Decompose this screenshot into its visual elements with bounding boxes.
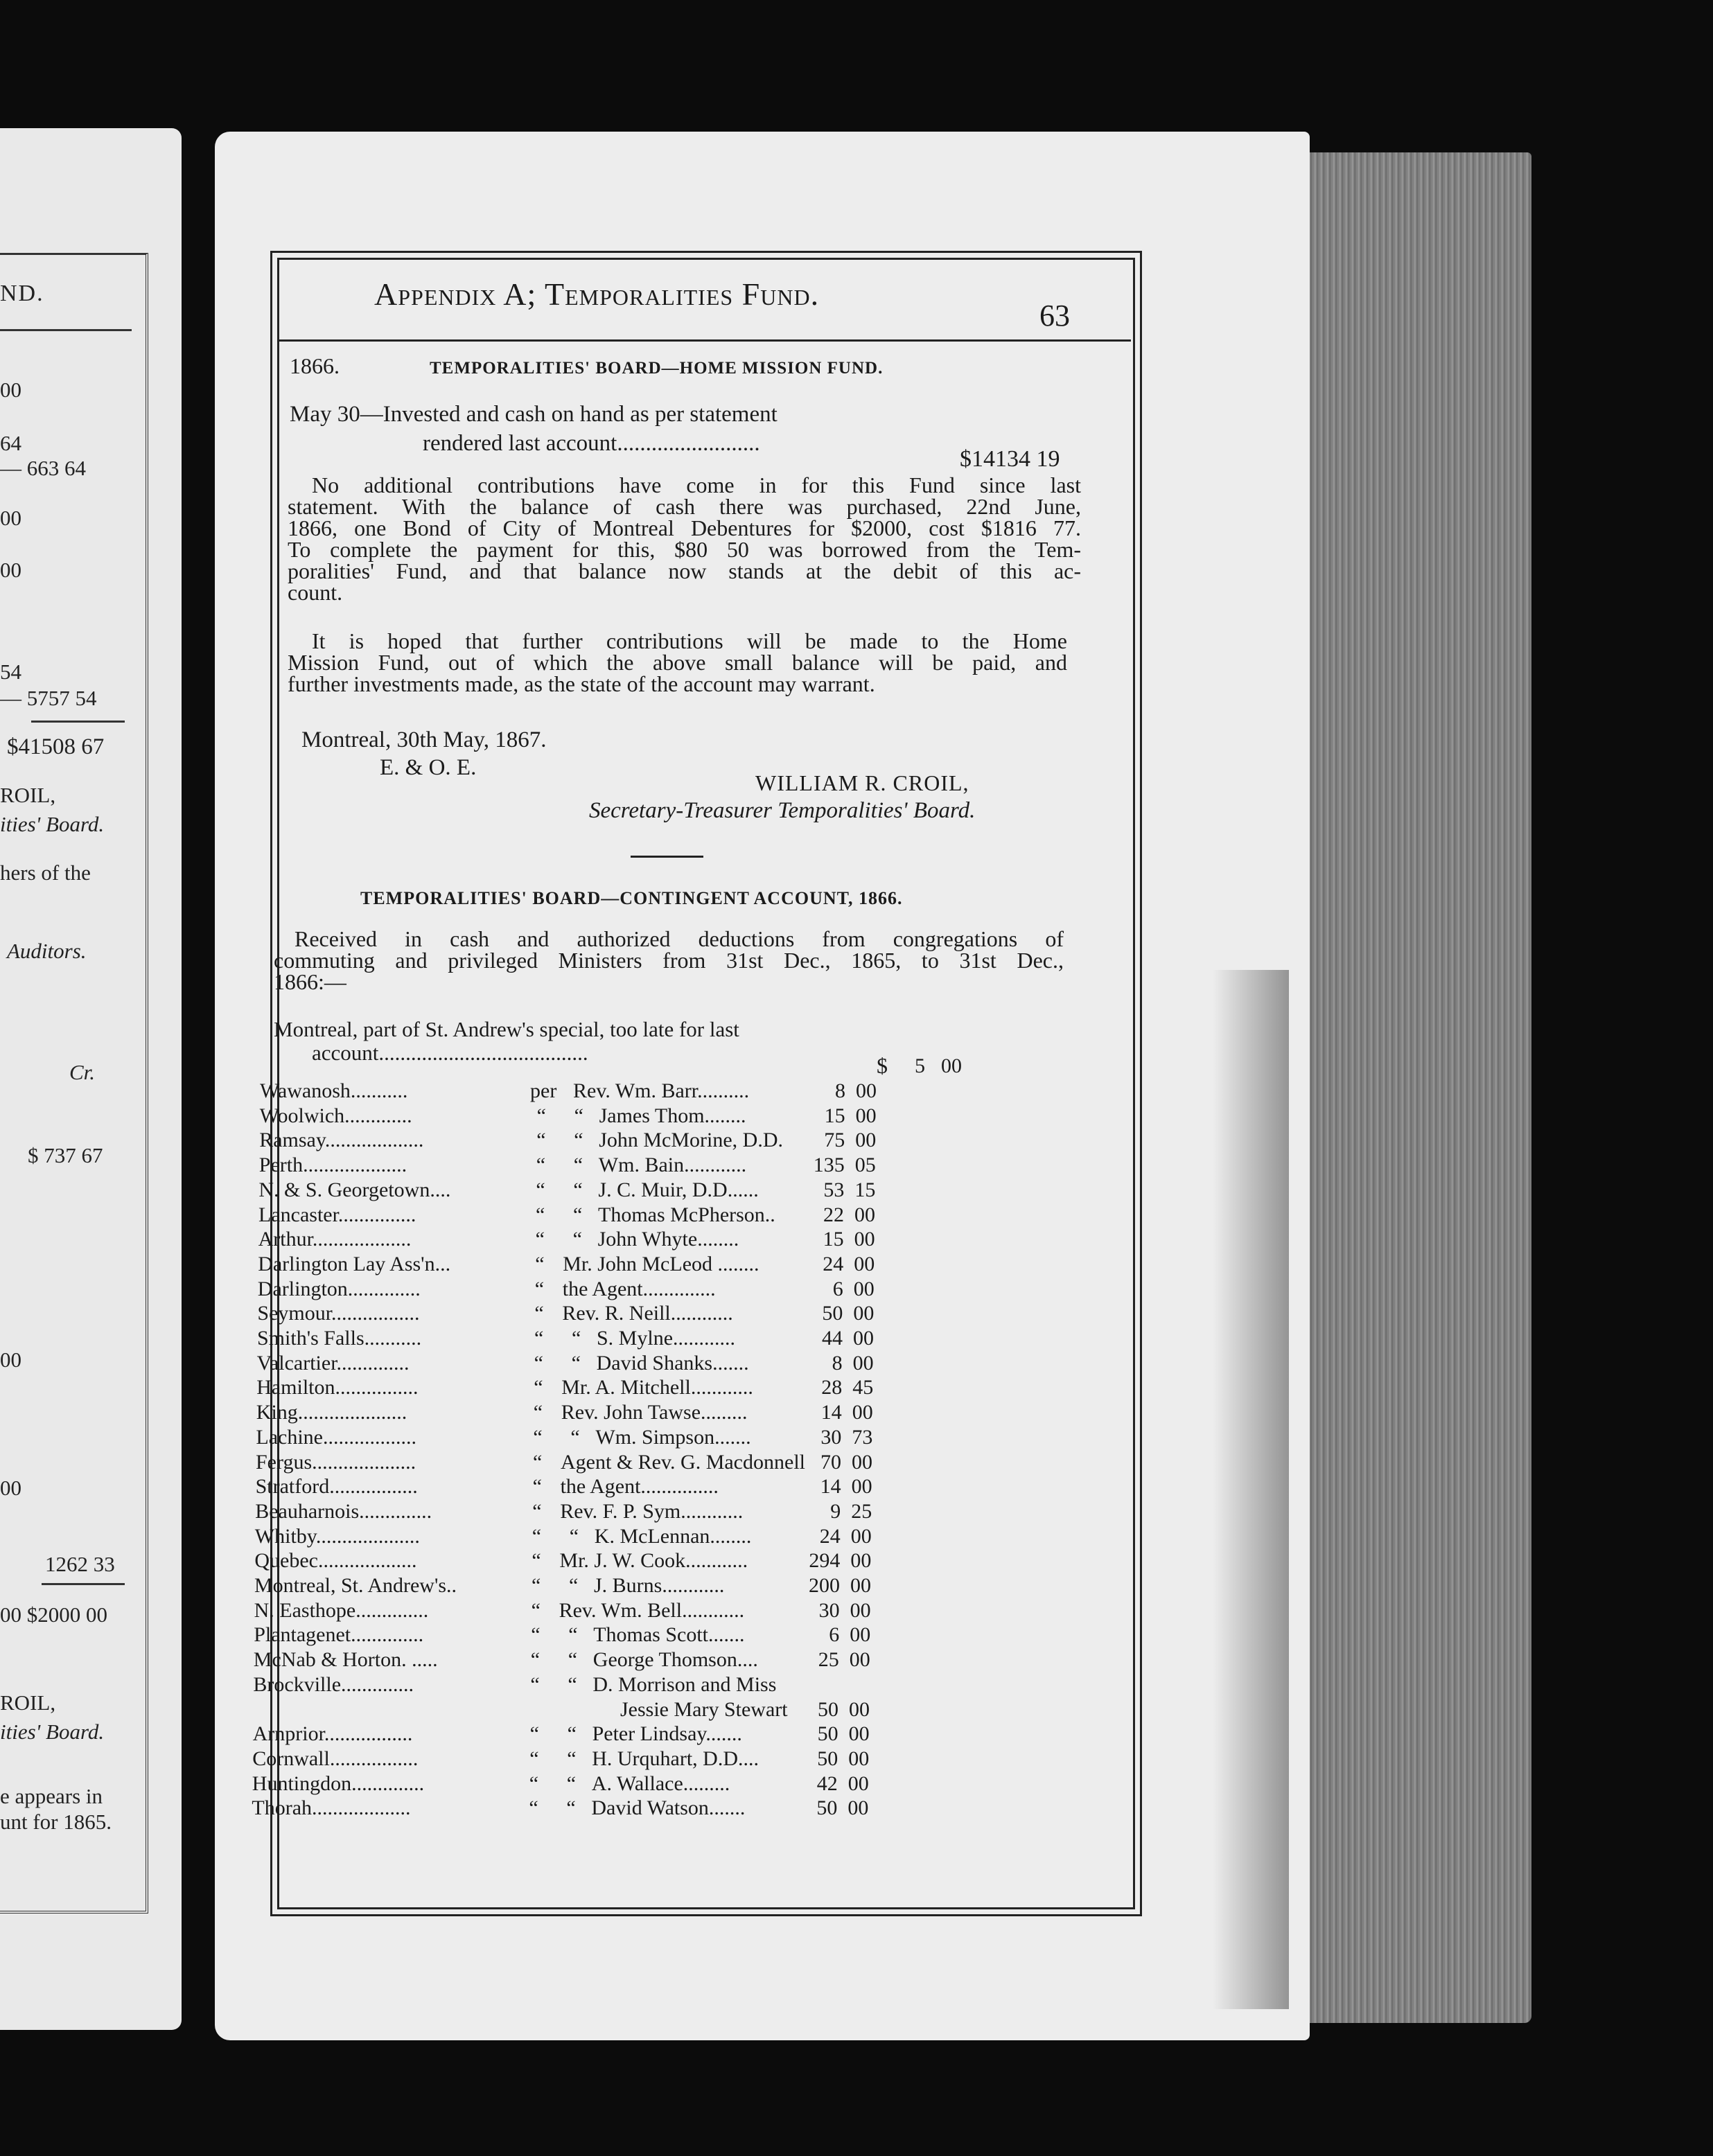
place-cell: Cornwall.................: [252, 1747, 419, 1770]
ditto-mark: “: [571, 1351, 581, 1375]
table-row: [257, 1302, 950, 1325]
amount-cents: 00: [850, 1574, 871, 1597]
amount-dollars: 70: [820, 1450, 841, 1474]
ditto-mark: “: [529, 1747, 539, 1770]
amount-dollars: 14: [820, 1475, 841, 1499]
ditto-mark: “: [572, 1228, 582, 1251]
ditto-mark: “: [536, 1203, 545, 1226]
first-entry-line: account.......................................: [312, 1041, 588, 1065]
left-line: hers of the: [0, 860, 91, 885]
amount-dollars: 50: [816, 1796, 838, 1820]
paragraph-line: No additional contributions have come in for this Fund since last: [312, 472, 1081, 497]
table-row: [253, 1673, 946, 1697]
left-line: 00: [0, 506, 21, 530]
left-line: 00 $2000 00: [0, 1602, 107, 1627]
table-row: [255, 1500, 948, 1523]
place-cell: Thorah...................: [252, 1796, 411, 1820]
amount-cents: 00: [855, 1104, 877, 1127]
amount-dollars: 200: [809, 1574, 840, 1597]
ditto-mark: per: [530, 1079, 557, 1102]
amount-dollars: 44: [822, 1327, 843, 1350]
table-row: [258, 1178, 951, 1202]
payer-cell: Mr. A. Mitchell............: [561, 1376, 753, 1399]
amount-dollars: 9: [830, 1499, 841, 1523]
amount-cents: 00: [853, 1302, 875, 1325]
payer-cell: David Shanks.......: [596, 1351, 749, 1375]
table-row: [252, 1772, 945, 1796]
amount-dollars: 135: [813, 1154, 845, 1177]
payer-cell: Rev. John Tawse.........: [561, 1401, 748, 1424]
place-cell: Darlington..............: [257, 1277, 421, 1300]
left-line: 00: [0, 1476, 21, 1500]
payer-cell: John McMorine, D.D.: [599, 1129, 783, 1152]
place-cell: King.....................: [256, 1401, 407, 1424]
amount-cents: 25: [851, 1499, 872, 1523]
paragraph-line: 1866, one Bond of City of Montreal Debentures for $2000, cost $1816 77.: [288, 515, 1081, 540]
amount-dollars: 50: [817, 1722, 838, 1746]
amount-dollars: 294: [809, 1549, 841, 1573]
amount-cents: 00: [850, 1549, 872, 1573]
amount-dollars: 15: [823, 1228, 844, 1251]
left-line: $41508 67: [7, 734, 105, 759]
ditto-mark: “: [573, 1154, 583, 1177]
left-sum-rule: [42, 1583, 125, 1585]
payer-cell: Agent & Rev. G. Macdonnell: [561, 1450, 805, 1474]
amount-dollars: 8: [832, 1351, 843, 1375]
amount-dollars: 50: [818, 1697, 838, 1721]
table-row: [260, 1104, 953, 1128]
payer-cell: the Agent...............: [560, 1475, 719, 1499]
paragraph-line: commuting and privileged Ministers from 31st Dec., 1865, to 31st Dec.,: [274, 948, 1064, 973]
table-row: [256, 1401, 949, 1424]
ditto-mark: “: [534, 1277, 545, 1300]
amount-dollars: 42: [816, 1771, 838, 1795]
place-cell: Whitby....................: [254, 1524, 420, 1548]
paragraph-contributions: [288, 472, 1081, 605]
amount-cents: 00: [852, 1401, 873, 1424]
place-cell: Beauharnois..............: [255, 1499, 432, 1523]
amount-cents: 00: [847, 1771, 869, 1795]
place-cell: Montreal, St. Andrew's..: [254, 1574, 457, 1597]
payer-cell: Rev. R. Neill............: [562, 1302, 733, 1325]
left-line: ities' Board.: [0, 812, 105, 836]
left-heading-fragment: ND.: [0, 281, 44, 306]
left-header-rule: [0, 329, 132, 331]
amount-dollars: 6: [832, 1277, 843, 1300]
amount-dollars: 8: [835, 1079, 845, 1102]
year-label: 1866.: [290, 353, 340, 378]
entry-amount: $14134 19: [960, 446, 1060, 472]
place-cell: Huntingdon..............: [252, 1771, 425, 1795]
payer-cell: Rev. F. P. Sym............: [560, 1499, 744, 1523]
ditto-mark: “: [534, 1351, 543, 1375]
table-row: [256, 1451, 949, 1474]
ditto-mark: “: [566, 1771, 577, 1795]
paragraph-line: statement. With the balance of cash there was purchased, 22nd June,: [288, 494, 1081, 519]
amount-cents: 00: [854, 1203, 875, 1226]
amount-cents: 73: [852, 1425, 873, 1449]
left-line: unt for 1865.: [0, 1810, 112, 1834]
left-line: ROIL,: [0, 783, 56, 807]
ditto-mark: “: [534, 1302, 544, 1325]
table-row: [257, 1327, 950, 1350]
ditto-mark: “: [536, 1104, 546, 1127]
table-row: [256, 1426, 949, 1449]
table-row: [254, 1623, 947, 1647]
running-head: Appendix A; Temporalities Fund.: [374, 276, 820, 312]
table-row: [253, 1722, 946, 1746]
amount-cents: 00: [852, 1450, 872, 1474]
amount-dollars: 5: [915, 1054, 925, 1077]
place-cell: Arthur...................: [258, 1228, 412, 1251]
payer-cell: Peter Lindsay.......: [592, 1722, 742, 1746]
amount-cents: 00: [855, 1129, 877, 1152]
section-title-home-mission: TEMPORALITIES' BOARD—HOME MISSION FUND.: [430, 359, 884, 378]
amount-dollars: 30: [818, 1598, 840, 1622]
contingent-intro: [274, 928, 1064, 993]
left-line: 64: [0, 431, 21, 455]
ditto-mark: “: [567, 1747, 577, 1770]
book-page-edges: [1282, 152, 1531, 2023]
payer-cell: J. C. Muir, D.D......: [598, 1178, 759, 1201]
ditto-mark: “: [532, 1475, 542, 1499]
amount-cents: 00: [849, 1648, 870, 1672]
amount-cents: 05: [854, 1154, 876, 1177]
left-line: — 5757 54: [0, 686, 97, 710]
payer-cell: David Watson.......: [591, 1796, 746, 1820]
ditto-mark: “: [531, 1623, 541, 1647]
ditto-mark: “: [568, 1672, 577, 1696]
amount-cents: 00: [851, 1475, 872, 1499]
ditto-mark: “: [529, 1771, 539, 1795]
ditto-mark: “: [532, 1549, 541, 1573]
ditto-mark: “: [532, 1524, 542, 1548]
ditto-mark: “: [534, 1376, 543, 1399]
amount-dollars: 24: [823, 1252, 844, 1275]
signer-name: WILLIAM R. CROIL,: [755, 770, 969, 795]
ditto-mark: “: [533, 1450, 543, 1474]
ditto-mark: “: [532, 1499, 542, 1523]
place-cell: Plantagenet..............: [254, 1623, 424, 1647]
ditto-mark: “: [569, 1574, 579, 1597]
left-line: $ 737 67: [28, 1143, 103, 1167]
payer-cell: James Thom........: [599, 1104, 746, 1127]
left-line: ROIL,: [0, 1690, 56, 1715]
place-cell: Valcartier..............: [256, 1351, 410, 1375]
payer-cell: Thomas McPherson..: [598, 1203, 775, 1226]
payer-cell: Mr. J. W. Cook............: [559, 1549, 748, 1573]
table-row: [258, 1203, 951, 1227]
left-line: 00: [0, 378, 21, 402]
paragraph-line: further investments made, as the state of the account may warrant.: [288, 671, 875, 696]
payer-cell: Jessie Mary Stewart: [620, 1697, 788, 1721]
table-row: [252, 1747, 945, 1771]
ditto-mark: “: [535, 1228, 545, 1251]
ditto-mark: “: [530, 1648, 541, 1672]
paragraph-line: To complete the payment for this, $80 50 was borrowed from the Tem-: [288, 537, 1081, 562]
amount-dollars: 25: [818, 1648, 839, 1672]
payer-cell: S. Mylne............: [597, 1327, 736, 1350]
ditto-mark: “: [569, 1524, 579, 1548]
place-cell: N. Easthope..............: [254, 1598, 429, 1622]
amount-cents: 00: [854, 1228, 875, 1251]
table-row: [258, 1278, 951, 1301]
payer-cell: John Whyte........: [597, 1228, 739, 1251]
entry-line: rendered last account.........................: [423, 431, 760, 456]
left-line: 54: [0, 660, 21, 684]
place-cell: McNab & Horton. .....: [253, 1648, 438, 1672]
place-cell: Woolwich.............: [259, 1104, 412, 1127]
ditto-mark: “: [568, 1623, 578, 1647]
ditto-mark: “: [566, 1796, 576, 1820]
page-edge-shadow: [1213, 970, 1289, 2009]
amount-dollars: 22: [823, 1203, 844, 1226]
amount-dollars: 15: [824, 1104, 845, 1127]
payer-cell: Mr. John McLeod ........: [563, 1252, 759, 1275]
left-line: — 663 64: [0, 456, 86, 480]
payer-cell: Thomas Scott.......: [593, 1623, 745, 1647]
paragraph-hope: [288, 630, 1067, 695]
payer-cell: Wm. Simpson.......: [595, 1425, 751, 1449]
amount-cents: 00: [856, 1079, 877, 1102]
first-entry-line: Montreal, part of St. Andrew's special, too late for last: [274, 1017, 739, 1041]
table-row: [254, 1599, 947, 1623]
table-row: [254, 1549, 947, 1573]
ditto-mark: “: [573, 1178, 583, 1201]
ditto-mark: “: [536, 1178, 545, 1201]
payer-cell: Rev. Wm. Bell............: [559, 1598, 745, 1622]
paragraph-line: It is hoped that further contributions will be made to the Home: [312, 628, 1067, 653]
ditto-mark: “: [568, 1648, 578, 1672]
table-row: [256, 1376, 949, 1399]
amount-cents: 00: [847, 1796, 869, 1820]
section-divider: [631, 856, 703, 858]
payer-cell: George Thomson....: [592, 1648, 758, 1672]
table-row: [254, 1648, 947, 1672]
amount-cents: 00: [848, 1747, 870, 1770]
place-cell: Arnprior.................: [252, 1722, 413, 1746]
amount-cents: 15: [854, 1178, 876, 1201]
payer-cell: Wm. Bain............: [598, 1154, 747, 1177]
payer-cell: the Agent..............: [562, 1277, 716, 1300]
ditto-mark: “: [529, 1796, 538, 1820]
place-cell: Stratford.................: [255, 1475, 418, 1499]
ditto-mark: “: [533, 1401, 543, 1424]
place-date: Montreal, 30th May, 1867.: [301, 727, 547, 752]
entry-line: May 30—Invested and cash on hand as per statement: [290, 402, 778, 427]
amount-dollars: 75: [824, 1129, 845, 1152]
ditto-mark: “: [572, 1327, 581, 1350]
amount-cents: 00: [854, 1252, 875, 1275]
left-line: 1262 33: [45, 1552, 115, 1576]
ditto-mark: “: [536, 1129, 546, 1152]
amount-cents: 00: [850, 1598, 871, 1622]
table-row: [258, 1253, 951, 1276]
ditto-mark: “: [574, 1129, 583, 1152]
table-row: [259, 1129, 952, 1152]
ditto-mark: “: [567, 1722, 577, 1746]
place-cell: Quebec...................: [254, 1549, 417, 1573]
place-cell: Smith's Falls...........: [257, 1327, 422, 1350]
paragraph-line: 1866:—: [274, 969, 346, 994]
amount-cents: 00: [852, 1351, 874, 1375]
ditto-mark: “: [533, 1425, 543, 1449]
payer-cell: J. Burns............: [594, 1574, 725, 1597]
page-number: 63: [1039, 299, 1070, 333]
amount-dollars: 24: [819, 1524, 841, 1548]
header-rule: [277, 339, 1131, 342]
place-cell: N. & S. Georgetown....: [258, 1178, 451, 1201]
table-row: [255, 1525, 948, 1548]
left-line: 00: [0, 558, 21, 582]
place-cell: Lachine..................: [256, 1425, 416, 1449]
payer-cell: K. McLennan........: [594, 1524, 752, 1548]
paragraph-line: poralities' Fund, and that balance now stands at the debit of this ac-: [288, 558, 1081, 583]
place-cell: Perth....................: [258, 1154, 407, 1177]
left-line: Cr.: [69, 1060, 96, 1084]
section-title-contingent: TEMPORALITIES' BOARD—CONTINGENT ACCOUNT, 1866.: [360, 888, 903, 908]
ditto-mark: “: [535, 1252, 545, 1275]
dollar-sign: $: [877, 1053, 888, 1078]
paragraph-line: Mission Fund, out of which the above small balance will be paid, and: [288, 650, 1067, 675]
amount-cents: 00: [850, 1524, 872, 1548]
table-row: [252, 1796, 945, 1820]
table-row: [257, 1352, 950, 1375]
ditto-mark: “: [532, 1574, 541, 1597]
table-row: [256, 1475, 949, 1499]
table-row: [254, 1574, 947, 1598]
ditto-mark: “: [570, 1425, 580, 1449]
left-line: Auditors.: [7, 939, 87, 963]
ditto-mark: “: [574, 1104, 583, 1127]
left-line: 00: [0, 1348, 21, 1372]
amount-dollars: 6: [829, 1623, 840, 1647]
left-line: ities' Board.: [0, 1720, 105, 1744]
payer-cell: Rev. Wm. Barr..........: [573, 1079, 750, 1102]
place-cell: Hamilton................: [256, 1376, 419, 1399]
amount-cents: 00: [849, 1697, 870, 1721]
left-sum-rule: [31, 721, 125, 723]
amount-cents: 00: [853, 1277, 875, 1300]
eoe-note: E. & O. E.: [380, 755, 477, 780]
amount-cents: 00: [848, 1722, 870, 1746]
amount-dollars: 14: [820, 1401, 842, 1424]
amount-dollars: 50: [817, 1747, 838, 1770]
table-row: [253, 1698, 946, 1722]
payer-cell: D. Morrison and Miss: [592, 1672, 777, 1696]
amount-cents: 45: [852, 1376, 874, 1399]
table-row: [258, 1228, 951, 1251]
payer-cell: H. Urquhart, D.D....: [592, 1747, 759, 1770]
amount-cents: 00: [941, 1054, 962, 1077]
left-line: e appears in: [0, 1784, 103, 1808]
ditto-mark: “: [530, 1672, 540, 1696]
ditto-mark: “: [534, 1327, 544, 1350]
signer-title: Secretary-Treasurer Temporalities' Board.: [589, 798, 976, 823]
ditto-mark: “: [529, 1722, 539, 1746]
place-cell: Ramsay...................: [259, 1129, 424, 1152]
ditto-mark: “: [536, 1154, 546, 1177]
place-cell: Brockville..............: [253, 1672, 414, 1696]
place-cell: Wawanosh...........: [260, 1079, 408, 1102]
payer-cell: A. Wallace.........: [591, 1771, 730, 1795]
amount-cents: 00: [850, 1623, 871, 1647]
table-row: [260, 1079, 953, 1103]
amount-dollars: 30: [820, 1425, 842, 1449]
paragraph-line: count.: [288, 580, 343, 605]
amount-dollars: 50: [822, 1302, 843, 1325]
place-cell: Darlington Lay Ass'n...: [258, 1252, 451, 1275]
amount-dollars: 53: [823, 1178, 845, 1201]
ditto-mark: “: [573, 1203, 583, 1226]
amount-cents: 00: [853, 1327, 874, 1350]
amount-dollars: 28: [821, 1376, 843, 1399]
place-cell: Seymour.................: [257, 1302, 420, 1325]
paragraph-line: Received in cash and authorized deductions from congregations of: [295, 926, 1064, 951]
place-cell: Fergus....................: [256, 1450, 416, 1474]
place-cell: Lancaster...............: [258, 1203, 416, 1226]
ditto-mark: “: [531, 1598, 541, 1622]
table-row: [259, 1154, 952, 1177]
